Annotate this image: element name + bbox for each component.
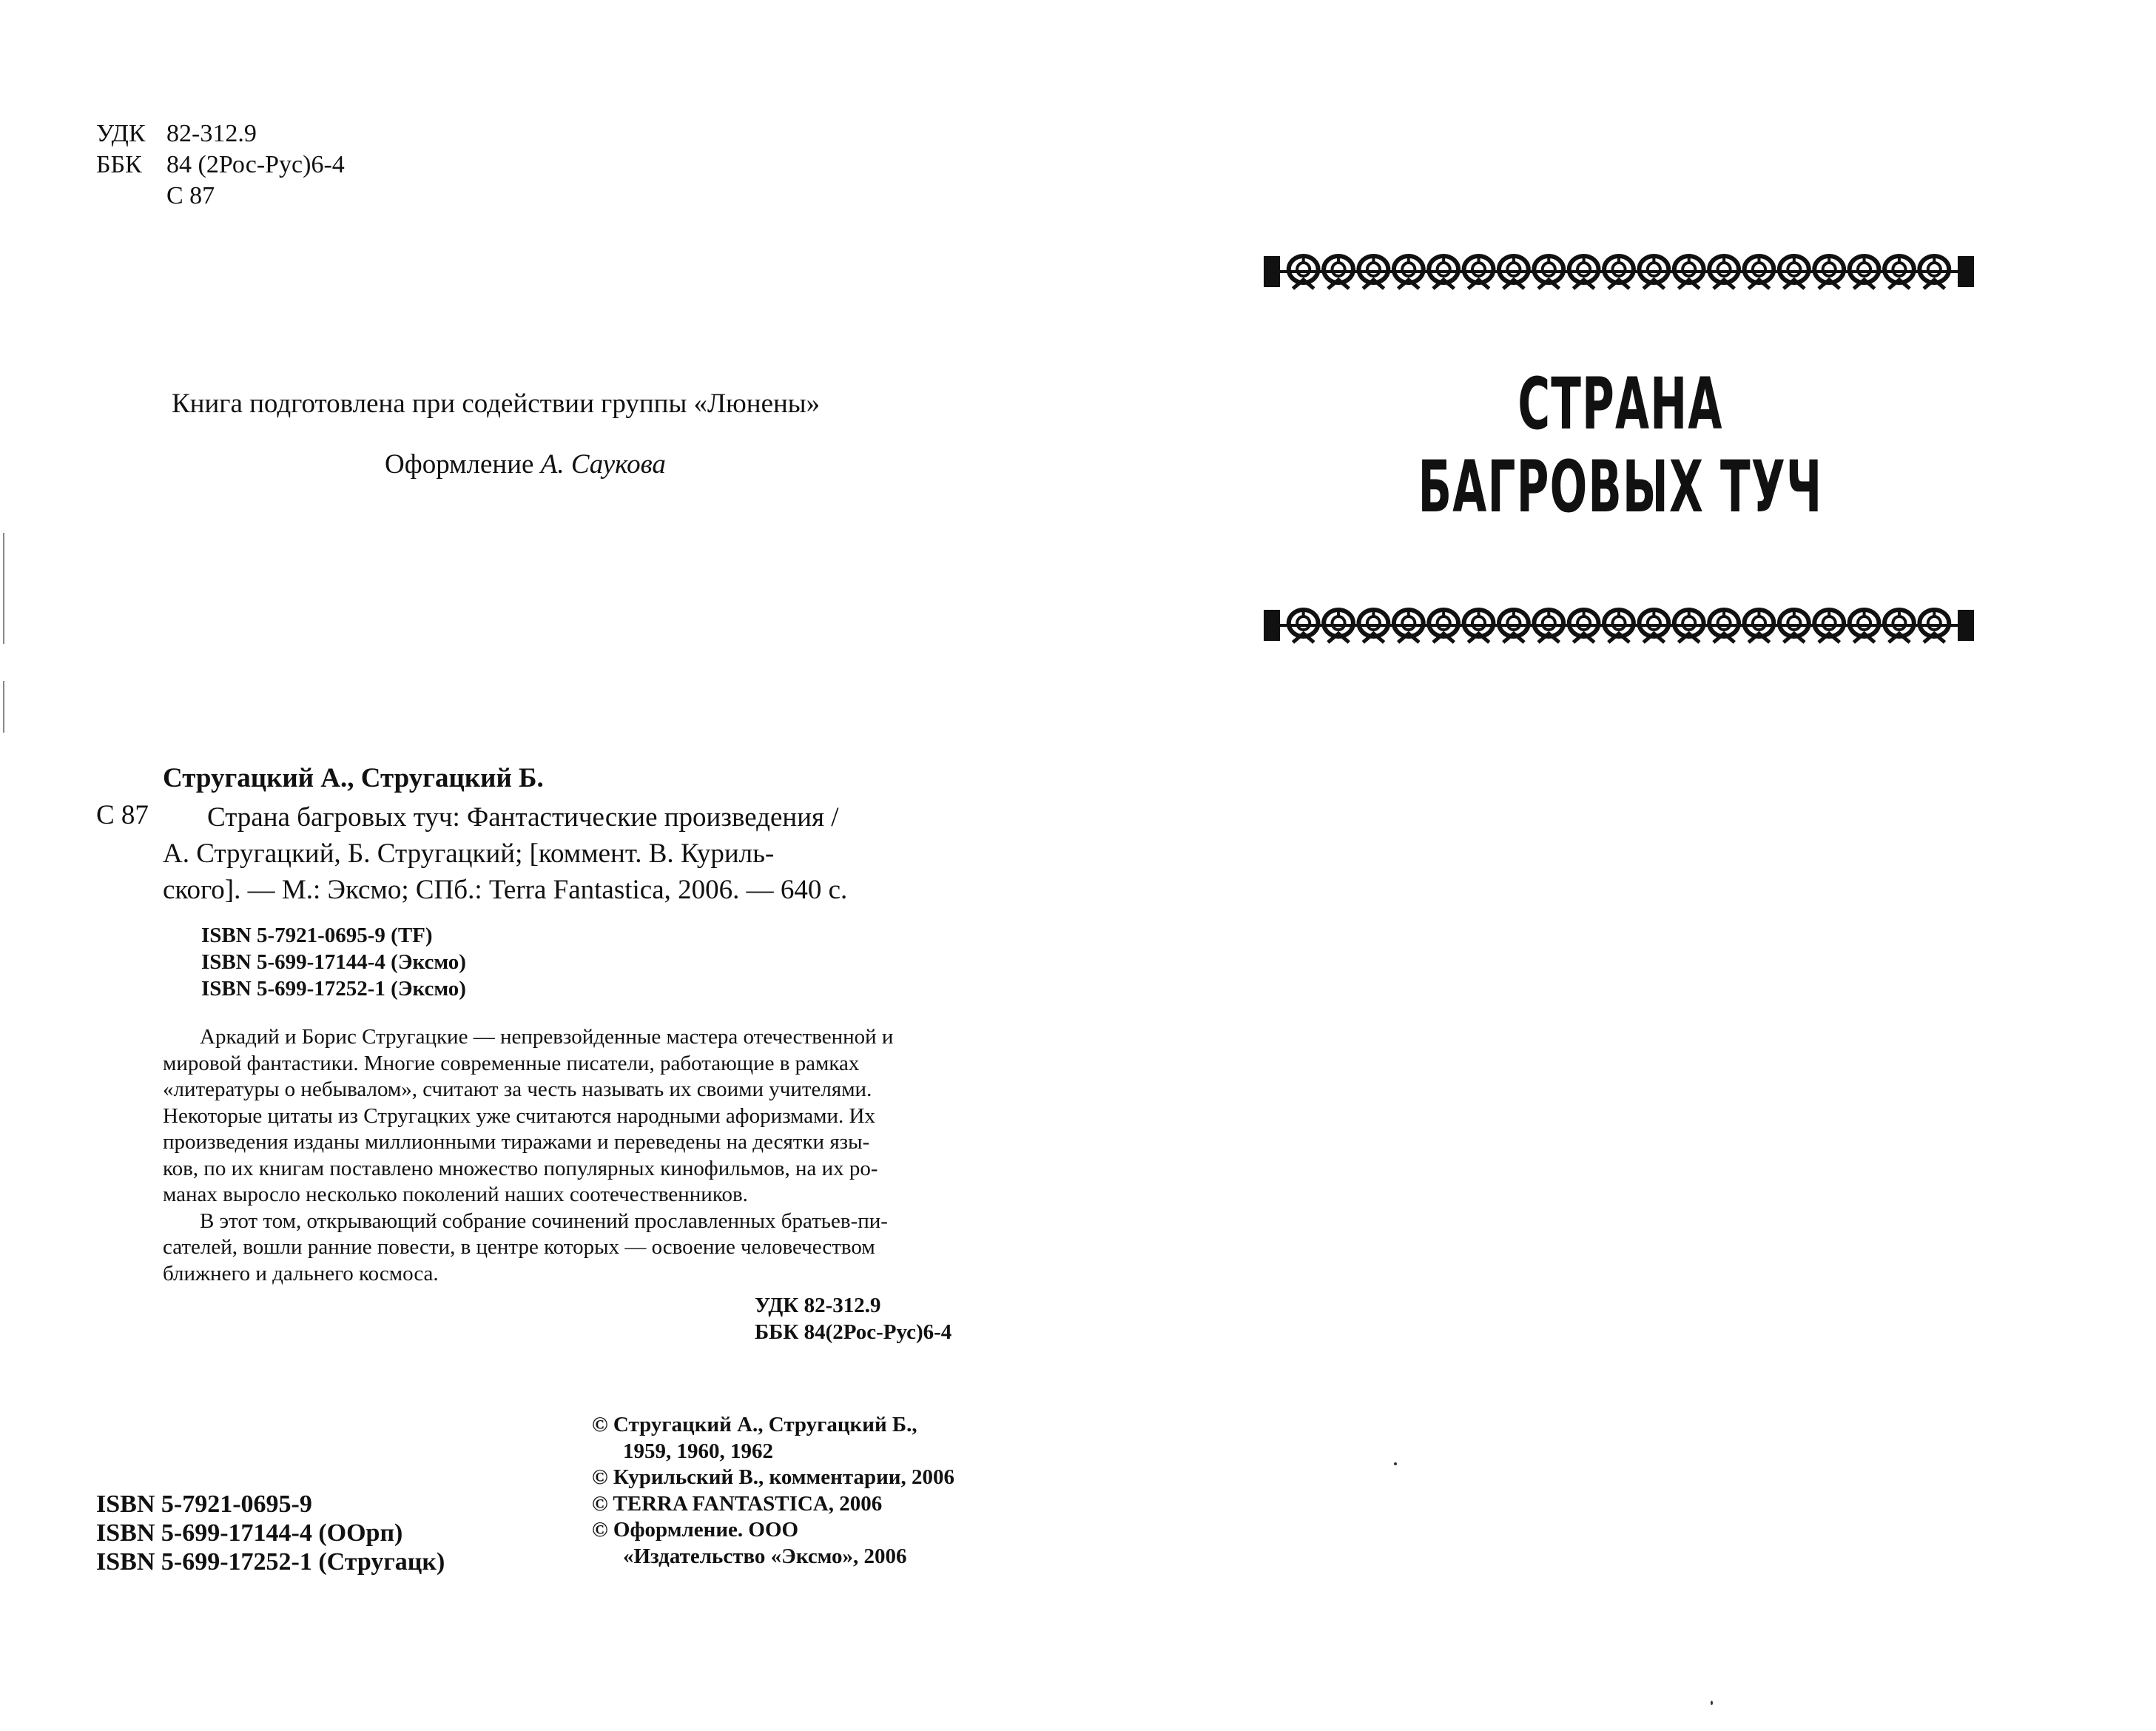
top-ornament-border (1264, 252, 1974, 292)
fold-mark (3, 681, 4, 733)
annotation-line: В этот том, открывающий собрание сочинений прославленных братьев-пи- (200, 1209, 888, 1233)
annotation-line: Некоторые цитаты из Стругацких уже считаются народными афоризмами. Их (163, 1103, 875, 1128)
classification-row (96, 118, 345, 149)
copyright-block (592, 1412, 954, 1570)
classification-row (96, 149, 345, 181)
title-line: СТРАНА (1517, 363, 1723, 446)
design-label: Оформление (385, 449, 534, 480)
bib-line: А. Стругацкий, Б. Стругацкий; [коммент. В. Куриль- (163, 838, 775, 869)
annotation-line: «литературы о небывалом», считают за честь называть их своими учителями. (163, 1078, 872, 1101)
isbn-line: ISBN 5-699-17252-1 (Эксмо) (201, 977, 466, 1001)
classification-row (96, 181, 345, 212)
call-number: С 87 (96, 800, 149, 830)
copyright-line: © Оформление. ООО (592, 1518, 799, 1542)
bbk-code: ББК 84(2Рос-Рус)6-4 (755, 1320, 952, 1344)
copyright-line: «Издательство «Эксмо», 2006 (623, 1544, 907, 1568)
classification-value: С 87 (166, 182, 215, 209)
udk-code: УДК 82-312.9 (755, 1294, 881, 1317)
annotation (163, 1024, 993, 1287)
bib-line: Страна багровых туч: Фантастические произведения / (207, 802, 839, 833)
title-line: БАГРОВЫХ ТУЧ (1418, 446, 1823, 528)
design-credit (385, 448, 666, 480)
isbn-line: ISBN 5-699-17144-4 (ООрп) (96, 1519, 403, 1547)
copyright-line: 1959, 1960, 1962 (623, 1439, 773, 1463)
scan-speck (1711, 1701, 1713, 1705)
scan-speck (1394, 1462, 1397, 1465)
annotation-line: манах выросло несколько поколений наших соотечественников. (163, 1183, 748, 1206)
annotation-line: ков, по их книгам поставлено множество популярных кинофильмов, на их ро- (163, 1156, 878, 1180)
annotation-paragraph (163, 1209, 993, 1288)
bottom-ornament-border (1264, 605, 1974, 645)
copyright-line: © Курильский В., комментарии, 2006 (592, 1465, 955, 1489)
isbn-bottom-list (96, 1490, 445, 1576)
annotation-paragraph (163, 1024, 993, 1209)
isbn-line: ISBN 5-7921-0695-9 (96, 1490, 312, 1518)
record-isbn-list (201, 922, 466, 1002)
annotation-line: Аркадий и Борис Стругацкие — непревзойденные мастера отечественной и (200, 1025, 894, 1049)
annotation-line: мировой фантастики. Многие современные писатели, работающие в рамках (163, 1051, 860, 1075)
book-title (1395, 363, 1845, 528)
annotation-line: ближнего и дальнего космоса. (163, 1261, 439, 1285)
annotation-line: произведения изданы миллионными тиражами и переведены на десятки язы- (163, 1130, 870, 1154)
classification-top (96, 118, 345, 212)
copyright-line: © Стругацкий А., Стругацкий Б., (592, 1413, 917, 1436)
record-authors: Стругацкий А., Стругацкий Б. (163, 763, 544, 793)
copyright-line: © TERRA FANTASTICA, 2006 (592, 1491, 883, 1516)
isbn-line: ISBN 5-699-17252-1 (Стругацк) (96, 1548, 445, 1576)
classification-key: ББК (96, 151, 142, 178)
designer-name: А. Саукова (540, 449, 666, 480)
classification-key: УДК (96, 120, 146, 147)
prepared-credit: Книга подготовлена при содействии группы «Люнены» (172, 389, 821, 419)
isbn-line: ISBN 5-7921-0695-9 (TF) (201, 924, 433, 947)
bib-line: ского]. — М.: Эксмо; СПб.: Terra Fantastica, 2006. — 640 с. (163, 875, 848, 905)
bibliographic-description (163, 799, 984, 908)
classification-value: 82-312.9 (166, 120, 257, 147)
classification-value: 84 (2Рос-Рус)6-4 (166, 151, 345, 178)
fold-mark (3, 533, 4, 644)
isbn-line: ISBN 5-699-17144-4 (Эксмо) (201, 950, 466, 974)
annotation-line: сателей, вошли ранние повести, в центре которых — освоение человечеством (163, 1235, 875, 1259)
classification-bottom (755, 1292, 951, 1345)
